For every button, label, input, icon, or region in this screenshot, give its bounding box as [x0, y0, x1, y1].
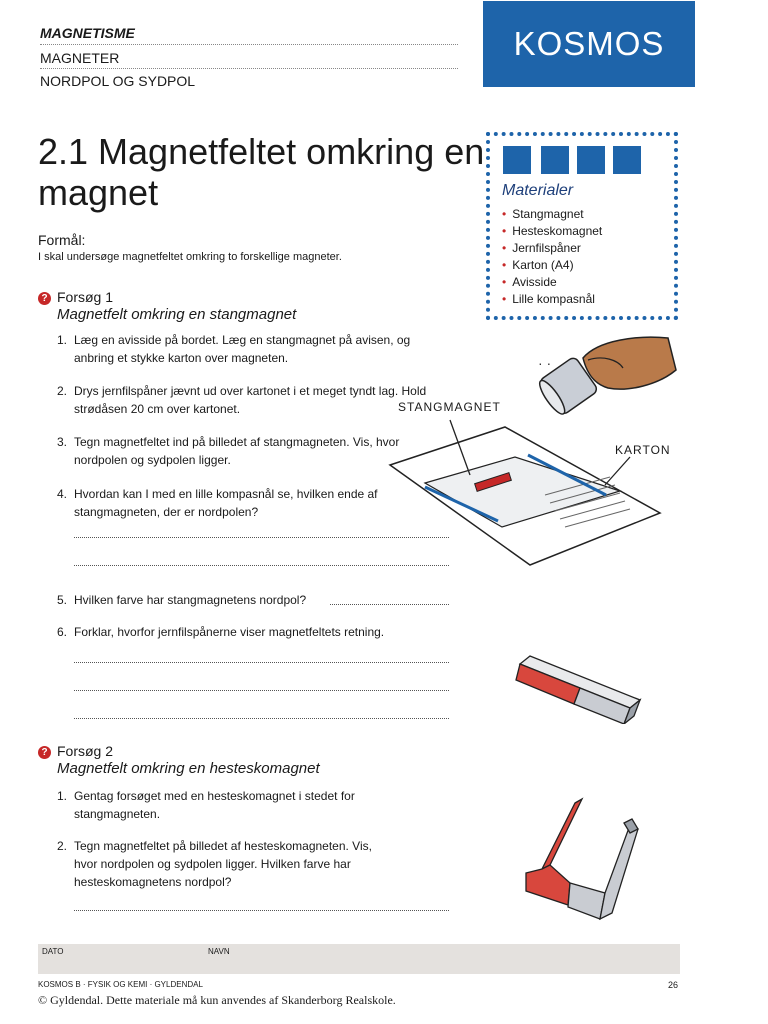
- breadcrumb-section: NORDPOL OG SYDPOL: [40, 73, 196, 89]
- step-number: 1.: [57, 789, 68, 803]
- experiment-2-heading: [57, 742, 320, 778]
- page-number: 26: [668, 980, 679, 990]
- experiment-2-label: Forsøg 2: [57, 743, 114, 759]
- list-item: • Hesteskomagnet: [502, 223, 602, 240]
- list-item: [57, 787, 457, 823]
- list-item: [57, 331, 457, 367]
- purpose-text: I skal undersøge magnetfeltet omkring to forskellige magneter.: [38, 251, 342, 263]
- kosmos-logo: KOSMOS: [483, 1, 695, 87]
- step-number: 2.: [57, 839, 68, 853]
- answer-line[interactable]: [74, 910, 449, 911]
- bar-magnet-illustration: [512, 652, 647, 724]
- blue-square-icon: [577, 146, 605, 174]
- step-number: 3.: [57, 435, 68, 449]
- divider: [40, 68, 458, 69]
- list-item: • Lille kompasnål: [502, 291, 602, 308]
- step-text: Tegn magnetfeltet på billedet af hesteskomagneten. Vis, hvor nordpolen og sydpolen ligger. Hvilken farve har hesteskomagnetens nordpol?: [74, 839, 372, 889]
- question-icon: ?: [38, 746, 51, 759]
- list-item: [57, 837, 457, 891]
- page-title: 2.1 Magnetfeltet omkring en magnet: [38, 131, 485, 213]
- experiment-setup-illustration: [380, 395, 680, 575]
- step-text: Gentag forsøget med en hesteskomagnet i stedet for stangmagneten.: [74, 789, 355, 821]
- list-item: • Stangmagnet: [502, 206, 602, 223]
- step-text: Forklar, hvorfor jernfilspånerne viser magnetfeltets retning.: [74, 625, 385, 639]
- step-number: 2.: [57, 384, 68, 398]
- copyright-notice: © Gyldendal. Dette materiale må kun anvendes af Skanderborg Realskole.: [38, 993, 396, 1007]
- answer-line[interactable]: [74, 718, 449, 719]
- label-stangmagnet: STANGMAGNET: [398, 400, 501, 414]
- step-number: 4.: [57, 487, 68, 501]
- signature-bar: [38, 944, 680, 974]
- divider: [40, 44, 458, 45]
- blue-square-icon: [541, 146, 569, 174]
- blue-square-icon: [503, 146, 531, 174]
- materials-heading: Materialer: [502, 182, 574, 199]
- blue-square-icon: [613, 146, 641, 174]
- label-karton: KARTON: [615, 443, 671, 457]
- step-number: 5.: [57, 593, 68, 607]
- list-item: • Karton (A4): [502, 257, 602, 274]
- answer-line[interactable]: [74, 690, 449, 691]
- list-item: [57, 591, 457, 609]
- date-label: DATO: [42, 947, 64, 956]
- experiment-2-subtitle: Magnetfelt omkring en hesteskomagnet: [57, 760, 320, 777]
- question-icon: ?: [38, 292, 51, 305]
- list-item: • Jernfilspåner: [502, 240, 602, 257]
- list-item: • Avisside: [502, 274, 602, 291]
- list-item: [57, 623, 457, 641]
- materials-list: [502, 206, 602, 308]
- step-text: Læg en avisside på bordet. Læg en stangmagnet på avisen, og anbring et stykke karton over magneten.: [74, 333, 411, 365]
- name-label: NAVN: [208, 947, 230, 956]
- experiment-1-subtitle: Magnetfelt omkring en stangmagnet: [57, 306, 297, 323]
- breadcrumb-subtopic: MAGNETER: [40, 50, 120, 66]
- step-text: Tegn magnetfeltet ind på billedet af stangmagneten. Vis, hvor nordpolen og sydpolen ligger.: [74, 435, 400, 467]
- experiment-1-heading: [57, 288, 296, 324]
- step-text: Hvordan kan I med en lille kompasnål se, hvilken ende af stangmagneten, der er nordpolen?: [74, 487, 378, 519]
- answer-line[interactable]: [74, 662, 449, 663]
- step-number: 6.: [57, 625, 68, 639]
- publisher-line: KOSMOS B · FYSIK OG KEMI · GYLDENDAL: [38, 980, 203, 989]
- step-text: Hvilken farve har stangmagnetens nordpol?: [74, 593, 307, 607]
- breadcrumb-topic: MAGNETISME: [40, 25, 135, 41]
- step-text: Drys jernfilspåner jævnt ud over kartonet i et meget tyndt lag. Hold strødåsen 20 cm over kartonet.: [74, 384, 427, 416]
- step-number: 1.: [57, 333, 68, 347]
- experiment-1-label: Forsøg 1: [57, 289, 114, 305]
- purpose-heading: Formål:: [38, 232, 86, 248]
- svg-text:· ·: · ·: [538, 355, 552, 371]
- horseshoe-magnet-illustration: [520, 795, 645, 925]
- answer-line[interactable]: [330, 604, 449, 605]
